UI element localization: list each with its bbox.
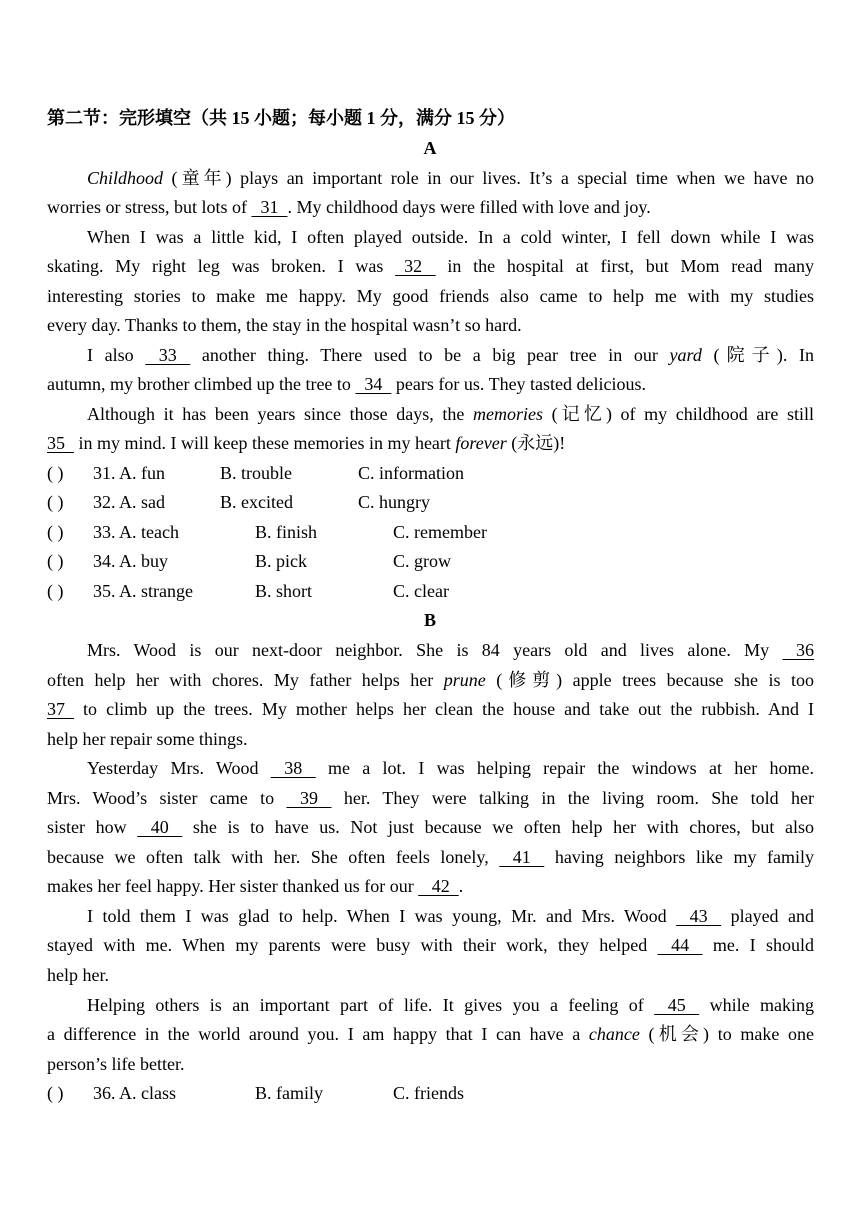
blank-32: 32 — [395, 256, 436, 276]
passage-b-line: makes her feel happy. Her sister thanked us for our 42 . — [47, 872, 814, 901]
passage-b-line: help her. — [47, 965, 109, 985]
option-c: C. information — [358, 463, 464, 483]
passage-b-line: a difference in the world around you. I am happy that I can have a chance (机会) to make one — [47, 1024, 814, 1044]
passage-a-line: Although it has been years since those days, the memories (记忆) of my childhood are still — [87, 404, 814, 424]
passage-b-line: often help her with chores. My father helps her prune (修剪) apple trees because she is too — [47, 670, 814, 690]
option-b: B. short — [255, 581, 313, 601]
passage-b-line: help her repair some things. — [47, 729, 248, 749]
passage-b-line: person’s life better. — [47, 1054, 185, 1074]
answer-paren[interactable]: ( ) — [47, 581, 64, 601]
answer-paren[interactable]: ( ) — [47, 492, 64, 512]
blank-44: 44 — [657, 935, 703, 955]
passage-a-line: interesting stories to make me happy. My good friends also came to help me with my studies — [47, 286, 814, 306]
option-c: C. clear — [393, 581, 449, 601]
passage-b-line: I told them I was glad to help. When I was young, Mr. and Mrs. Wood 43 played and — [87, 902, 814, 931]
passage-a-line: worries or stress, but lots of 31 . My childhood days were filled with love and joy. — [47, 193, 814, 222]
answer-paren[interactable]: ( ) — [47, 1083, 64, 1103]
blank-35: 35 — [47, 433, 74, 453]
blank-38: 38 — [270, 758, 316, 778]
passage-b-line: Mrs. Wood is our next-door neighbor. She is 84 years old and lives alone. My 36 — [87, 636, 814, 665]
passage-b-line: because we often talk with her. She often feels lonely, 41 having neighbors like my family — [47, 843, 814, 872]
passage-b-line: 37 to climb up the trees. My mother helps her clean the house and take out the rubbish. And I — [47, 695, 814, 724]
option-b: B. family — [255, 1083, 323, 1103]
blank-43: 43 — [676, 906, 722, 926]
passage-a-line: I also 33 another thing. There used to be a big pear tree in our yard (院子). In — [87, 341, 814, 370]
blank-37: 37 — [47, 699, 74, 719]
blank-34: 34 — [355, 374, 392, 394]
passage-a-line: skating. My right leg was broken. I was 32 in the hospital at first, but Mom read many — [47, 252, 814, 281]
option-a: 34. A. buy — [93, 551, 169, 571]
passage-b-line: sister how 40 she is to have us. Not just because we often help her with chores, but also — [47, 813, 814, 842]
blank-42: 42 — [418, 876, 459, 896]
answer-paren[interactable]: ( ) — [47, 522, 64, 542]
option-a: 35. A. strange — [93, 581, 193, 601]
blank-36: 36 — [782, 640, 814, 660]
blank-40: 40 — [137, 817, 183, 837]
passage-a-label: A — [423, 138, 437, 158]
option-c: C. hungry — [358, 492, 430, 512]
answer-paren[interactable]: ( ) — [47, 551, 64, 571]
option-c: C. friends — [393, 1083, 464, 1103]
answer-paren[interactable]: ( ) — [47, 463, 64, 483]
option-c: C. grow — [393, 551, 451, 571]
option-a: 31. A. fun — [93, 463, 165, 483]
blank-31: 31 — [251, 197, 288, 217]
option-a: 36. A. class — [93, 1083, 176, 1103]
option-b: B. finish — [255, 522, 318, 542]
blank-41: 41 — [499, 847, 545, 867]
passage-b-line: Helping others is an important part of life. It gives you a feeling of 45 while making — [87, 991, 814, 1020]
option-a: 32. A. sad — [93, 492, 165, 512]
section-heading: 第二节：完形填空（共 15 小题；每小题 1 分，满分 15 分） — [47, 108, 515, 128]
blank-33: 33 — [145, 345, 191, 365]
blank-45: 45 — [654, 995, 700, 1015]
passage-a-line: 35 in my mind. I will keep these memories in my heart forever (永远)! — [47, 429, 814, 458]
passage-a-line: Childhood (童年) plays an important role in our lives. It’s a special time when we have no — [87, 168, 814, 188]
option-b: B. pick — [255, 551, 307, 571]
passage-a-line: autumn, my brother climbed up the tree to 34 pears for us. They tasted delicious. — [47, 370, 814, 399]
option-a: 33. A. teach — [93, 522, 179, 542]
option-c: C. remember — [393, 522, 487, 542]
blank-39: 39 — [286, 788, 332, 808]
passage-a-line: When I was a little kid, I often played outside. In a cold winter, I fell down while I was — [87, 227, 814, 247]
passage-b-line: stayed with me. When my parents were busy with their work, they helped 44 me. I should — [47, 931, 814, 960]
passage-a-line: every day. Thanks to them, the stay in the hospital wasn’t so hard. — [47, 315, 522, 335]
passage-b-line: Mrs. Wood’s sister came to 39 her. They were talking in the living room. She told her — [47, 784, 814, 813]
passage-b-line: Yesterday Mrs. Wood 38 me a lot. I was helping repair the windows at her home. — [87, 754, 814, 783]
option-b: B. excited — [220, 492, 293, 512]
passage-b-label: B — [423, 610, 436, 630]
option-b: B. trouble — [220, 463, 292, 483]
